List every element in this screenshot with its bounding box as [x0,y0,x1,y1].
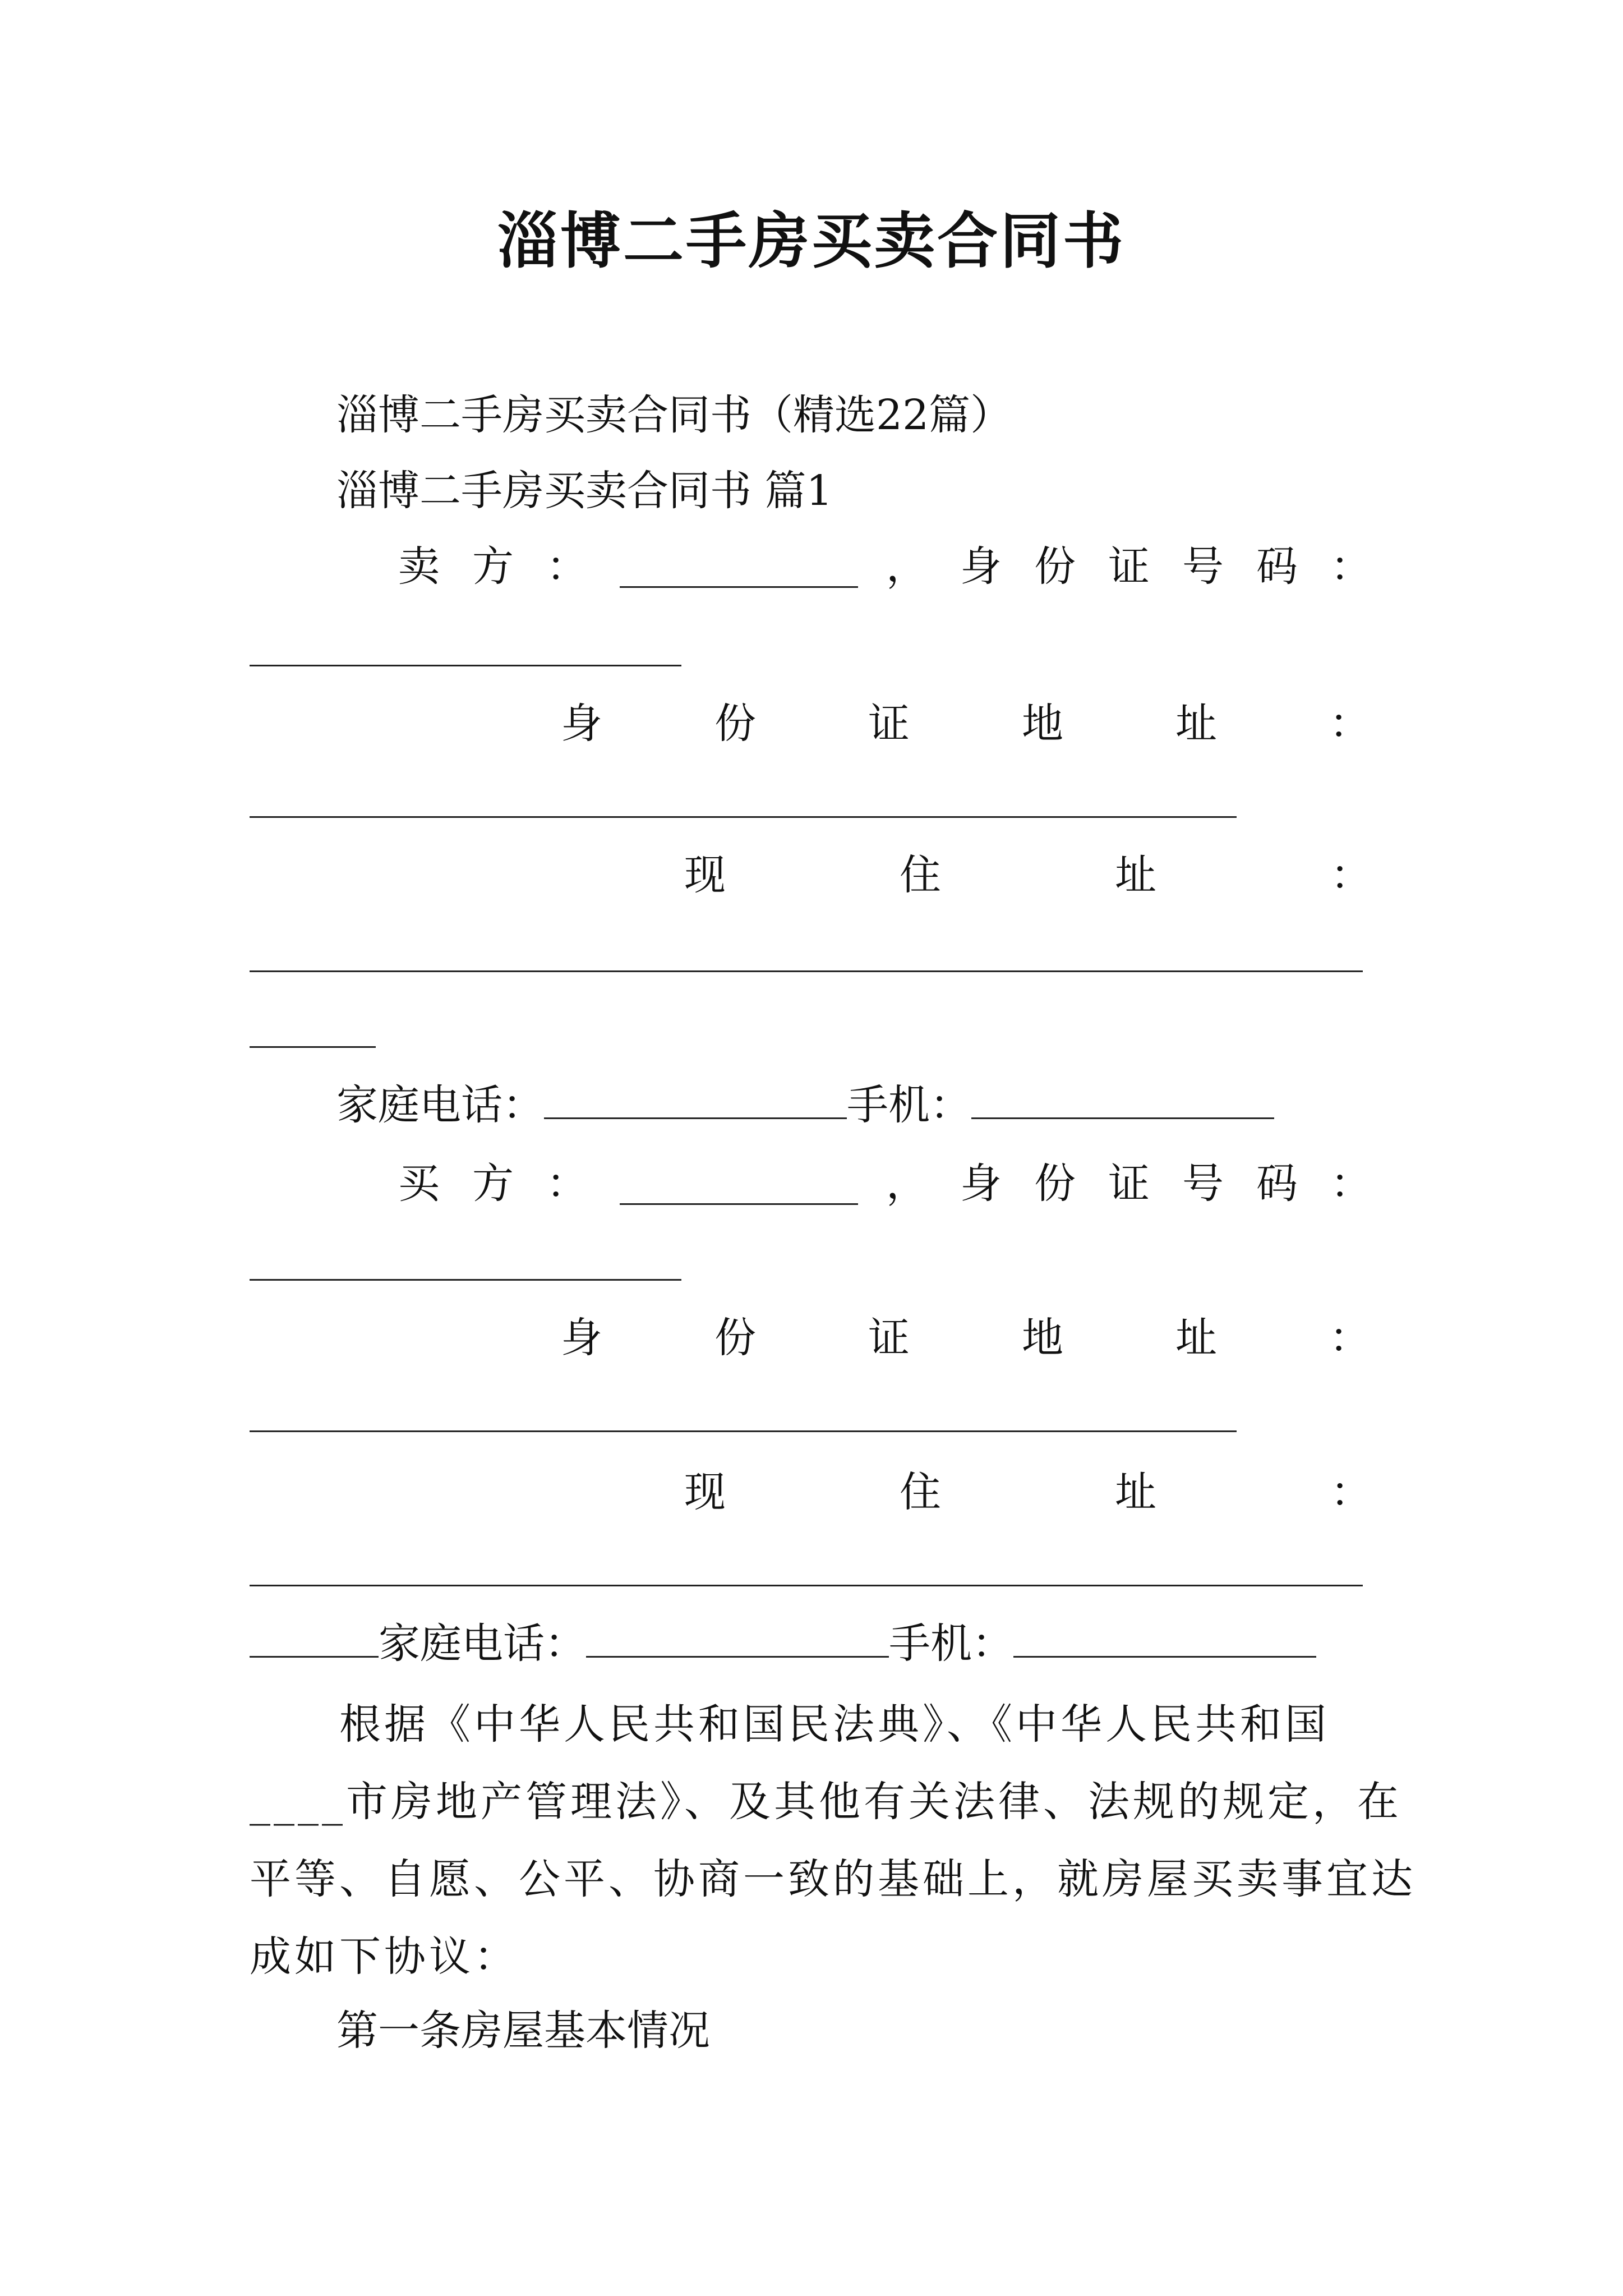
article-1-heading: 第一条房屋基本情况 [336,2007,710,2055]
buyer-contact-line [250,1616,1316,1672]
buyer-mobile-blank [1013,1621,1316,1658]
seller-current-address-blank [250,970,1363,972]
buyer-home-phone-label: 家庭电话： [379,1619,586,1668]
buyer-id-number-label: ，身份证号码： [886,1159,1404,1208]
document-subtitle: 淄博二手房买卖合同书（精选22篇） [336,391,1012,439]
seller-home-phone-blank [544,1083,847,1119]
seller-contact-line [336,1077,1274,1133]
seller-id-number-label: ，身份证号码： [886,542,1404,591]
buyer-name-blank [620,1203,858,1205]
seller-id-address-label: 身份证地址： [561,700,1483,748]
buyer-label: 买方： [398,1159,620,1208]
buyer-id-address-blank [250,1430,1237,1432]
seller-mobile-label: 手机： [847,1081,971,1129]
section-heading: 淄博二手房买卖合同书 篇1 [336,467,833,515]
buyer-current-address-blank [250,1585,1363,1586]
document-title: 淄博二手房买卖合同书 [497,206,1126,277]
buyer-id-address-label: 身份证地址： [561,1314,1483,1362]
seller-label: 卖方： [398,542,620,591]
seller-mobile-blank [971,1083,1274,1119]
buyer-home-phone-blank [586,1621,889,1658]
buyer-current-address-blank-cont [250,1621,379,1658]
seller-current-address-label: 现住址： [684,851,1546,899]
buyer-id-number-blank [250,1279,681,1281]
seller-id-address-blank [250,816,1237,818]
seller-current-address-blank-cont [250,1046,376,1048]
seller-id-number-blank [250,665,681,666]
preamble-paragraph: 根据《中华人民共和国民法典》、《中华人民共和国____市房地产管理法》、及其他有关法律、法规的规定，在平等、自愿、公平、协商一致的基础上，就房屋买卖事宜达成如下协议： [250,1700,1416,1981]
seller-home-phone-label: 家庭电话： [336,1081,544,1129]
buyer-current-address-label: 现住址： [684,1468,1546,1516]
seller-name-blank [620,586,858,588]
buyer-mobile-label: 手机： [889,1619,1013,1668]
